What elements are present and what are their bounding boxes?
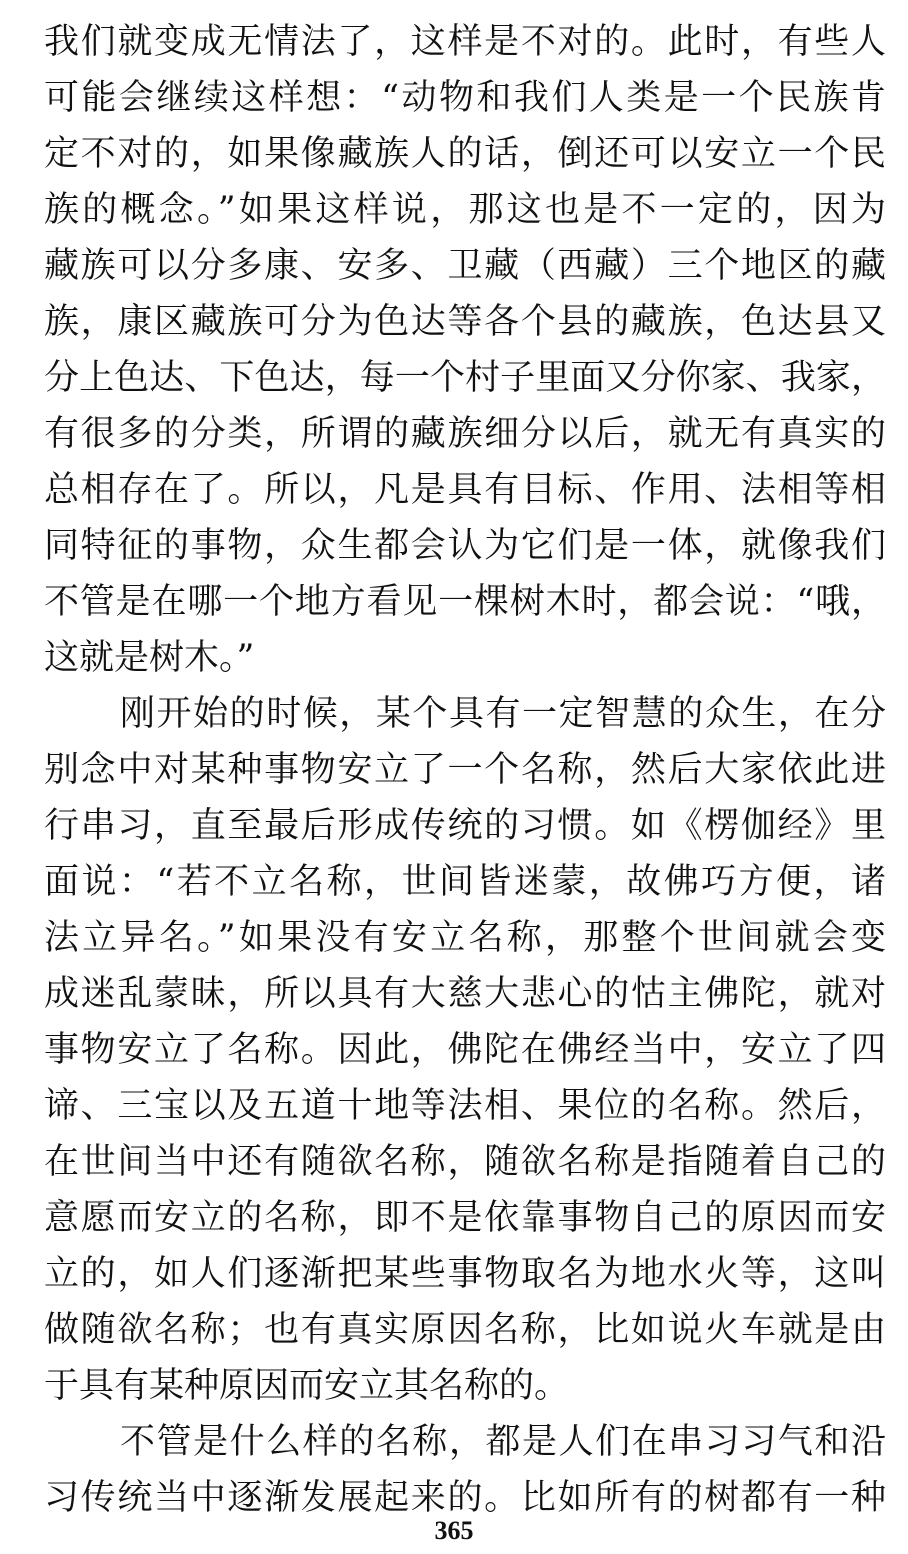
text-line: 藏族可以分多康、安多、卫藏（西藏）三个地区的藏: [44, 246, 886, 286]
text-line: 行串习，直至最后形成传统的习惯。如《楞伽经》里: [44, 806, 886, 846]
text-line: 定不对的，如果像藏族人的话，倒还可以安立一个民: [44, 134, 886, 174]
text-line: 别念中对某种事物安立了一个名称，然后大家依此进: [44, 750, 886, 790]
text-line: 不管是在哪一个地方看见一棵树木时，都会说：“哦，: [44, 582, 886, 622]
page-number: 365: [434, 1516, 474, 1545]
text-line: 同特征的事物，众生都会认为它们是一体，就像我们: [44, 526, 886, 566]
text-line: 习传统当中逐渐发展起来的。比如所有的树都有一种: [44, 1478, 886, 1518]
text-line: 不管是什么样的名称，都是人们在串习习气和沿: [120, 1422, 886, 1462]
text-line: 有很多的分类，所谓的藏族细分以后，就无有真实的: [44, 414, 886, 454]
text-line: 可能会继续这样想：“动物和我们人类是一个民族肯: [44, 78, 886, 118]
body-text: [44, 14, 886, 1526]
text-line: 法立异名。”如果没有安立名称，那整个世间就会变: [44, 918, 886, 958]
text-line: 族的概念。”如果这样说，那这也是不一定的，因为: [44, 190, 886, 230]
text-line: 立的，如人们逐渐把某些事物取名为地水火等，这叫: [44, 1254, 886, 1294]
text-line: 在世间当中还有随欲名称，随欲名称是指随着自己的: [44, 1142, 886, 1182]
text-line: 这就是树木。”: [44, 638, 255, 678]
text-line: 于具有某种原因而安立其名称的。: [44, 1366, 570, 1406]
text-line: 总相存在了。所以，凡是具有目标、作用、法相等相: [44, 470, 886, 510]
text-line: 刚开始的时候，某个具有一定智慧的众生，在分: [120, 694, 886, 734]
text-line: 成迷乱蒙昧，所以具有大慈大悲心的怙主佛陀，就对: [44, 974, 886, 1014]
text-line: 意愿而安立的名称，即不是依靠事物自己的原因而安: [44, 1198, 886, 1238]
text-line: 面说：“若不立名称，世间皆迷蒙，故佛巧方便，诸: [44, 862, 886, 902]
text-line: 分上色达、下色达，每一个村子里面又分你家、我家，: [44, 358, 886, 398]
text-line: 族，康区藏族可分为色达等各个县的藏族，色达县又: [44, 302, 886, 342]
text-line: 谛、三宝以及五道十地等法相、果位的名称。然后，: [44, 1086, 886, 1126]
text-line: 我们就变成无情法了，这样是不对的。此时，有些人: [44, 22, 886, 62]
text-line: 做随欲名称；也有真实原因名称，比如说火车就是由: [44, 1310, 886, 1350]
text-line: 事物安立了名称。因此，佛陀在佛经当中，安立了四: [44, 1030, 886, 1070]
